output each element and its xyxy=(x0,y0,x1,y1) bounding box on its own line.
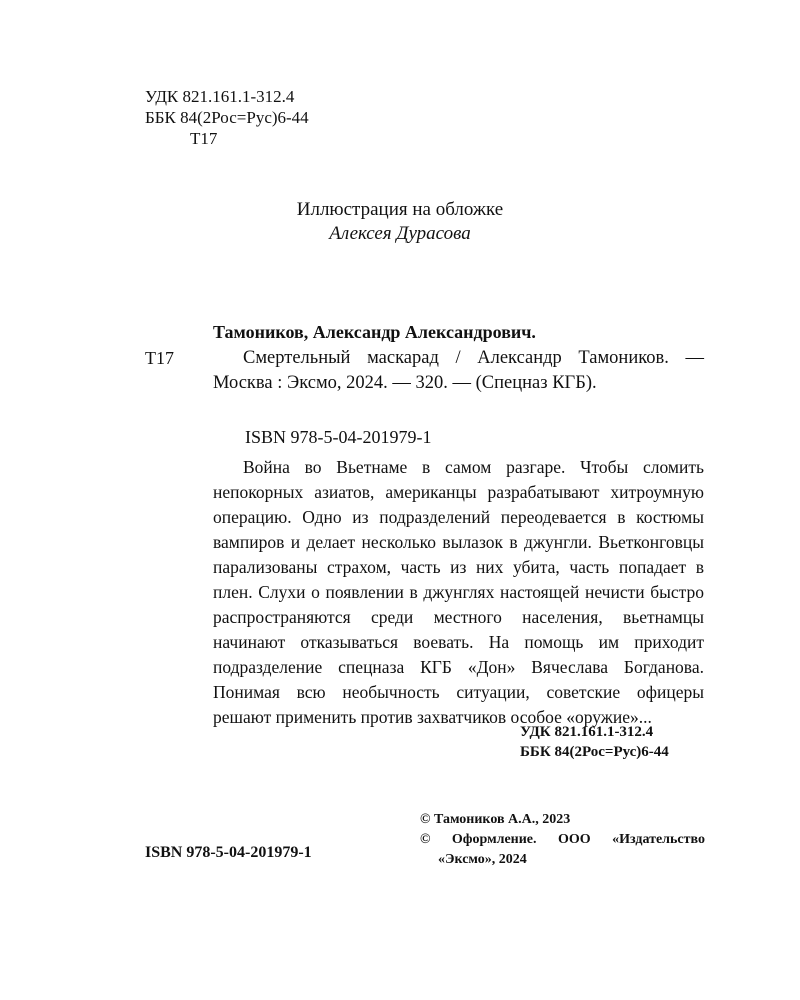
illustration-credit xyxy=(200,198,600,246)
classification-block-top xyxy=(145,86,309,149)
record-description: Смертельный маскарад / Александр Тамоников. — Москва : Эксмо, 2024. — 320. — (Спецназ КГБ). xyxy=(213,348,704,393)
record-isbn: ISBN 978-5-04-201979-1 xyxy=(245,427,432,447)
copyright-block xyxy=(420,810,705,870)
record-author-mark: Т17 xyxy=(145,348,174,368)
book-annotation: Война во Вьетнаме в самом разгаре. Чтобы сломить непокорных азиатов, американцы разрабатывают хитроумную операцию. Одно из подразделений переодевается в костюмы вампиров и делает несколько вылазок в джунгли. Вьетконговцы парализованы страхом, часть из них убита, часть попадает в плен. Слухи о появлении в джунглях настоящей нечисти быстро распространяются среди местного населения, вьетнамцы начинают отказываться воевать. На помощь им приходит подразделение спецназа КГБ «Дон» Вячеслава Богданова. Понимая всю необычность ситуации, советские офицеры решают применить против захватчиков особое «оружие»... xyxy=(213,457,704,727)
record-bbk: ББК 84(2Рос=Рус)6-44 xyxy=(520,744,669,760)
author-mark: Т17 xyxy=(190,129,218,148)
illustration-artist: Алексея Дурасова xyxy=(329,223,471,244)
illustration-label: Иллюстрация на обложке xyxy=(296,199,504,220)
record-author-heading: Тамоников, Александр Александрович. xyxy=(213,322,536,342)
udk-code: УДК 821.161.1-312.4 xyxy=(145,87,295,106)
copyright-design-publisher: «Эксмо», 2024 xyxy=(438,852,527,867)
copyright-design: © Оформление. ООО «Издательство xyxy=(420,832,705,847)
bbk-code: ББК 84(2Рос=Рус)6-44 xyxy=(145,108,309,127)
record-udk: УДК 821.161.1-312.4 xyxy=(520,724,654,740)
copyright-author: © Тамоников А.А., 2023 xyxy=(420,812,571,827)
footer-isbn: ISBN 978-5-04-201979-1 xyxy=(145,844,312,861)
classification-block-bottom xyxy=(520,722,669,762)
